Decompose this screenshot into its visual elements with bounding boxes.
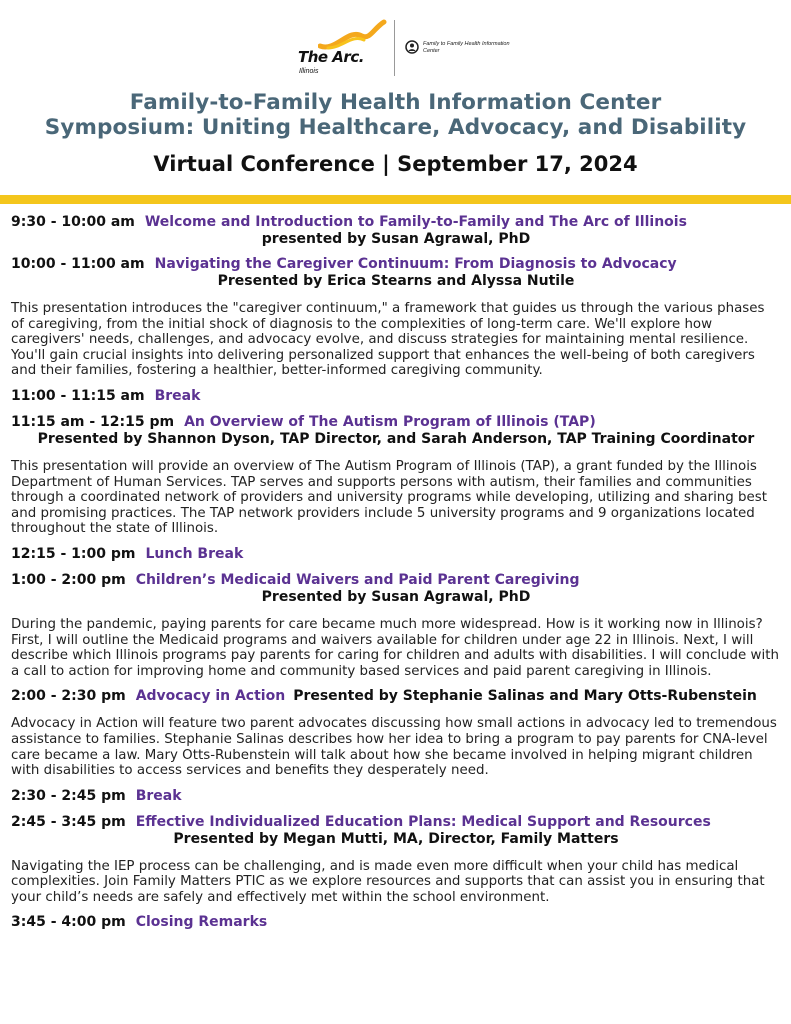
session-time: 9:30 - 10:00 am (11, 214, 135, 230)
agenda-item (11, 414, 781, 537)
logo-divider (394, 20, 395, 76)
arc-state: Illinois (299, 68, 319, 75)
family-heart-icon (405, 40, 419, 54)
logo-bar (0, 18, 791, 80)
session-time: 2:30 - 2:45 pm (11, 787, 126, 804)
the-arc-logo (296, 18, 396, 80)
page-title-line2: Symposium: Uniting Healthcare, Advocacy, and Disability (44, 115, 747, 140)
session-title: Advocacy in Action (135, 688, 286, 705)
session-description: This presentation will provide an overview of The Autism Program of Illinois (TAP), a grant funded by the Illinois Department of Human Services. TAP serves and supports persons with autism, their families and communities through a coordinated network of providers and university programs while developing, utilizing and sharing best and promising practices. The TAP network providers include 5 university programs and 9 organizations located throughout the state of Illinois. (11, 458, 768, 537)
session-description: This presentation introduces the "caregiver continuum," a framework that guides us through the various phases of caregiving, from the initial shock of diagnosis to the complexities of long-term care. We'll explore how caregivers' needs, challenges, and advocacy evolve, and discuss strategies for maintaining mental resilience. You'll gain crucial insights into delivering personalized support that enhances the well-being of both caregivers and their families, fostering a healthier, better-informed caregiving community. (11, 301, 765, 379)
session-time: 10:00 - 11:00 am (11, 256, 145, 272)
agenda-item (11, 914, 781, 931)
agenda-item (11, 214, 781, 248)
session-time: 2:00 - 2:30 pm (11, 688, 126, 705)
agenda-item (11, 814, 781, 906)
session-title: Break (154, 387, 201, 404)
session-time: 11:15 am - 12:15 pm (11, 413, 175, 430)
session-presenter: Presented by Susan Agrawal, PhD (261, 588, 531, 605)
conference-subtitle: Virtual Conference | September 17, 2024 (153, 152, 638, 176)
session-presenter: presented by Susan Agrawal, PhD (261, 231, 531, 247)
accent-divider (0, 195, 791, 204)
agenda-item (11, 388, 781, 405)
session-time: 11:00 - 11:15 am (11, 387, 145, 404)
f2f-text: Family to Family Health Information Center (423, 41, 510, 54)
arc-name: The Arc. (298, 48, 364, 66)
agenda-item (11, 788, 781, 805)
session-presenter: Presented by Stephanie Salinas and Mary Otts-Rubenstein (293, 688, 757, 705)
f2f-logo (405, 40, 515, 62)
session-presenter: Presented by Erica Stearns and Alyssa Nutile (217, 273, 575, 289)
session-title: Welcome and Introduction to Family-to-Family and The Arc of Illinois (144, 214, 687, 230)
agenda-item (11, 572, 781, 679)
session-title: Children’s Medicaid Waivers and Paid Parent Caregiving (135, 571, 580, 588)
session-description: Navigating the IEP process can be challenging, and is made even more difficult when your child has medical complexities. Join Family Matters PTIC as we explore resources and supports that can assist you in ensuring that your child’s needs are safely and effectively met within the school environment. (11, 858, 765, 905)
session-description: Advocacy in Action will feature two parent advocates discussing how small actions in advocacy led to tremendous assistance to families. Stephanie Salinas describes how her idea to bring a program to pay parents for CNA-level care became a law. Mary Otts-Rubenstein will talk about how she became involved in helping migrant children with disabilities to access services and benefits they desperately need. (11, 716, 777, 779)
session-presenter: Presented by Shannon Dyson, TAP Director, and Sarah Anderson, TAP Training Coordinator (37, 430, 755, 447)
session-description: During the pandemic, paying parents for care became much more widespread. How is it working now in Illinois? First, I will outline the Medicaid programs and waivers available for children under age 22 in Illinois. Next, I will describe which Illinois programs pay parents for caring for children and adults with disabilities. I will conclude with a call to action for improving home and community based services and paid parent caregiving in Illinois. (11, 616, 779, 679)
session-time: 3:45 - 4:00 pm (11, 914, 126, 931)
session-time: 1:00 - 2:00 pm (11, 571, 126, 588)
agenda (11, 214, 781, 931)
arc-swoosh-icon (318, 18, 388, 52)
session-title: An Overview of The Autism Program of Illinois (TAP) (184, 413, 596, 430)
session-presenter: Presented by Megan Mutti, MA, Director, Family Matters (173, 830, 619, 847)
session-title: Effective Individualized Education Plans: Medical Support and Resources (135, 813, 711, 830)
session-title: Closing Remarks (135, 914, 268, 931)
agenda-item (11, 688, 781, 778)
session-title: Navigating the Caregiver Continuum: From Diagnosis to Advocacy (154, 256, 677, 272)
session-time: 2:45 - 3:45 pm (11, 813, 126, 830)
agenda-item (11, 546, 781, 563)
agenda-item (11, 256, 781, 379)
page-title-line1: Family-to-Family Health Information Center (129, 90, 662, 115)
session-title: Lunch Break (145, 545, 244, 562)
session-title: Break (135, 787, 182, 804)
session-time: 12:15 - 1:00 pm (11, 545, 136, 562)
